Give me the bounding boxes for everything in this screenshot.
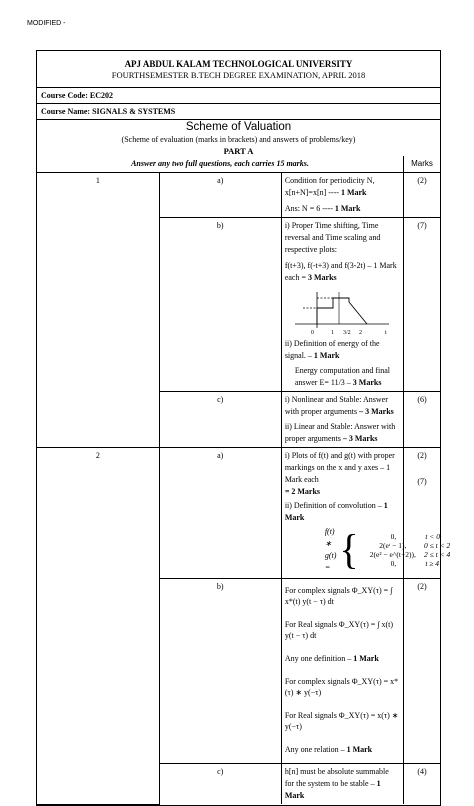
marks-cell: (4) [404, 764, 441, 805]
mark-text: 1 Mark [334, 204, 361, 213]
question-table [37, 156, 451, 805]
table-row [37, 448, 440, 579]
answer-cell [281, 218, 403, 392]
table-row [37, 173, 440, 218]
sketch-tick: 1 [330, 330, 334, 336]
scheme-title: Scheme of Valuation [185, 121, 292, 133]
sketch-tick: 0 [310, 330, 314, 336]
answer-text: Energy computation and final answer E= 11/3 – [294, 366, 390, 387]
university-name: APJ ABDUL KALAM TECHNOLOGICAL UNIVERSITY [124, 59, 353, 69]
course-name: Course Name: SIGNALS & SYSTEMS [37, 103, 440, 119]
mark-text: 1 Mark [313, 351, 340, 360]
answer-text: For Real signals Φ_XY(τ) = x(τ) ∗ y(−τ) [284, 711, 399, 731]
answer-text: i) Proper Time shifting, Time reversal and Time scaling and respective plots: [284, 221, 381, 254]
answer-cell [281, 173, 403, 218]
answer-cell [281, 579, 403, 764]
marks-cell: (2) (7) [404, 448, 441, 579]
piecewise-row: 0, t ≥ 4 [390, 559, 440, 568]
answer-text: Any one relation – [284, 745, 347, 754]
answer-cell [281, 764, 403, 805]
sub-label: c) [159, 392, 281, 448]
mark-text: 1 Mark [353, 654, 379, 663]
hand-sketch-plot [289, 288, 399, 336]
question-number: 1 [37, 173, 159, 448]
answer-text: ii) Linear and Stable: Answer with proper arguments [284, 422, 396, 443]
mark-text: = 2 Marks [284, 487, 321, 496]
sub-label: a) [159, 448, 281, 579]
modified-label: MODIFIED - [27, 20, 66, 27]
scheme-block [37, 119, 440, 156]
course-code: Course Code: EC202 [37, 87, 440, 103]
title-block [37, 51, 440, 87]
answer-text: ii) Definition of energy of the signal. – [284, 339, 380, 360]
part-label: PART A [223, 146, 254, 156]
table-header-row [37, 156, 440, 173]
piecewise-row: 2(e² − e^(t−2)), 2 ≤ t < 4 [369, 550, 451, 559]
piecewise-row: 2(eᵗ − 1), 0 ≤ t < 2 [379, 541, 451, 550]
mark-text: 3 Marks [352, 378, 382, 387]
marks-cell: (7) [404, 218, 441, 392]
marks-cell: (6) [404, 392, 441, 448]
answer-text: f(t+3), f(-t+3) and f(3-2t) – 1 Mark each = [284, 261, 397, 282]
answer-text: For complex signals Φ_XY(τ) = x*(τ) ∗ y(−τ) [284, 677, 399, 697]
marks-cell: (2) [404, 173, 441, 218]
exam-title: FOURTHSEMESTER B.TECH DEGREE EXAMINATION, APRIL 2018 [111, 70, 366, 80]
answer-text: Ans: N = 6 ---- [284, 204, 335, 213]
mark-text: – 3 Marks [359, 407, 394, 416]
answer-text: For Real signals Φ_XY(τ) = ∫ x(t) y(t − τ) dt [284, 620, 394, 640]
mark-text: 1 Mark [340, 188, 367, 197]
scheme-sheet [36, 50, 451, 806]
sketch-tick: 2 [358, 330, 362, 336]
mark-text: – 3 Marks [342, 434, 378, 443]
mark-text: 1 Mark [284, 501, 388, 522]
instruction: Answer any two full questions, each carries 15 marks. [37, 156, 404, 173]
convolution-result [324, 525, 451, 574]
mark-text: 1 Mark [346, 745, 373, 754]
piecewise-row: 0, t < 0 [390, 532, 440, 541]
mark-text: 3 Marks [307, 273, 337, 282]
answer-text: For complex signals Φ_XY(τ) = ∫ x*(t) y(t − τ) dt [284, 586, 393, 606]
sub-label: b) [159, 218, 281, 392]
sketch-tick: 3/2 [342, 330, 351, 336]
answer-text: Condition for periodicity N, x[n+N]=x[n] ---- [284, 176, 375, 197]
sub-label: b) [159, 579, 281, 764]
sub-label: a) [159, 173, 281, 218]
answer-text: Any one definition – [284, 654, 354, 663]
scheme-subtitle: (Scheme of evaluation (marks in brackets) and answers of problems/key) [121, 135, 356, 144]
answer-text: h[n] must be absolute summable for the system to be stable – [284, 767, 389, 788]
answer-text: i) Plots of f(t) and g(t) with proper markings on the x and y axes – 1 Mark each [284, 451, 395, 484]
mark-text: 1 Mark [284, 779, 381, 800]
sketch-tick: t [384, 330, 387, 336]
marks-cell: (2) [404, 579, 441, 764]
answer-cell [281, 392, 403, 448]
question-number: 2 [37, 448, 159, 805]
answer-text: i) Nonlinear and Stable: Answer with proper arguments [284, 395, 388, 416]
answer-text: ii) Definition of convolution – [284, 501, 384, 510]
piecewise-rows [362, 532, 474, 568]
marks-header: Marks [404, 156, 441, 173]
convolution-lhs: f(t) ∗ g(t) = [324, 527, 337, 572]
brace-icon: { [339, 525, 359, 574]
sub-label: c) [159, 764, 281, 805]
